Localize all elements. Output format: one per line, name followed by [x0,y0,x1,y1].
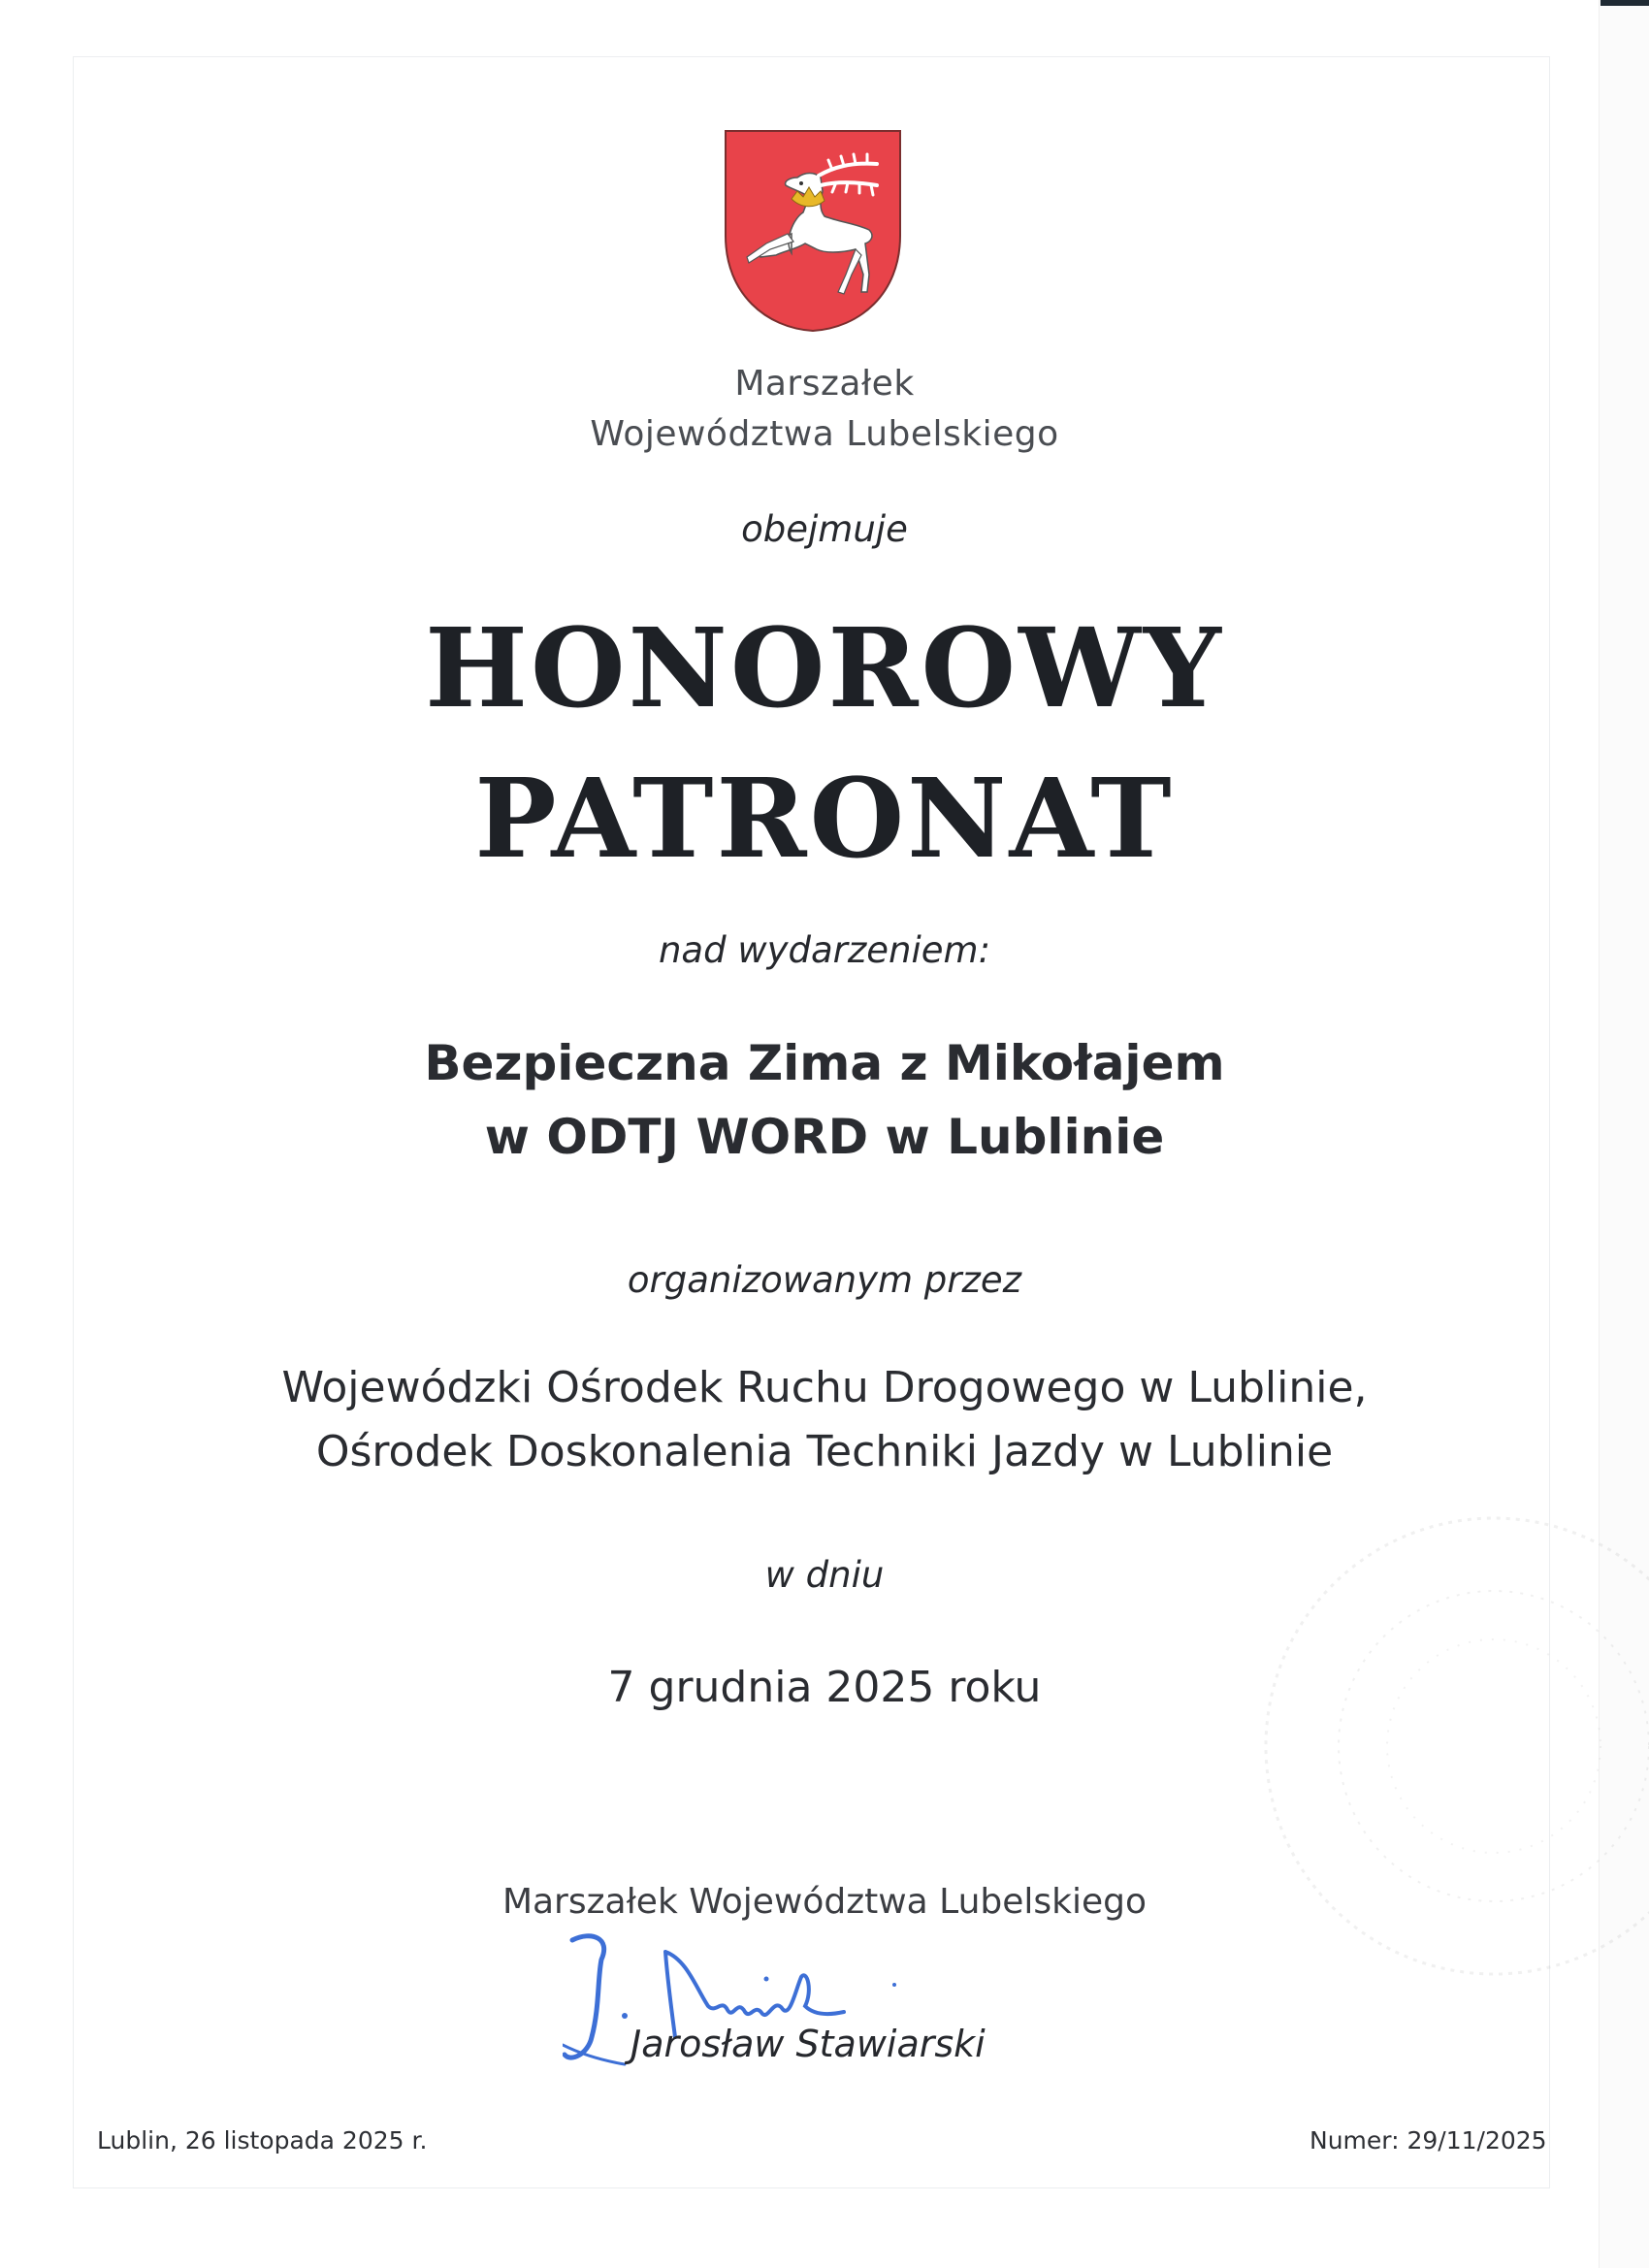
organizer-line-1: Wojewódzki Ośrodek Ruchu Drogowego w Lublinie, [281,1363,1368,1412]
event-line-1: Bezpieczna Zima z Mikołajem [424,1035,1225,1091]
on-day-label: w dniu [764,1554,885,1596]
organizer-line-2: Ośrodek Doskonalenia Techniki Jazdy w Lublinie [315,1427,1334,1476]
place-and-date: Lublin, 26 listopada 2025 r. [97,2126,428,2155]
over-event-label: nad wydarzeniem: [658,929,991,971]
title-line-2: PATRONAT [474,756,1175,883]
lublin-coat-of-arms-icon [724,129,902,333]
issuer-block [0,359,1649,460]
issuer-line-2: Województwa Lubelskiego [590,414,1059,454]
document-number: Numer: 29/11/2025 [1310,2126,1547,2155]
event-name [0,1026,1649,1174]
page-title [0,594,1649,894]
signatory-name: Jarosław Stawiarski [630,2023,986,2065]
event-line-2: w ODTJ WORD w Lublinie [484,1109,1165,1165]
scan-edge-bar [1600,0,1649,6]
title-line-1: HONOROWY [425,605,1224,732]
organizers [0,1356,1649,1484]
issuer-line-1: Marszałek [734,364,915,404]
organized-by-label: organizowanym przez [627,1259,1022,1301]
event-date: 7 grudnia 2025 roku [607,1663,1042,1712]
intro-verb: obejmuje [741,508,908,550]
signatory-title: Marszałek Województwa Lubelskiego [501,1882,1148,1922]
